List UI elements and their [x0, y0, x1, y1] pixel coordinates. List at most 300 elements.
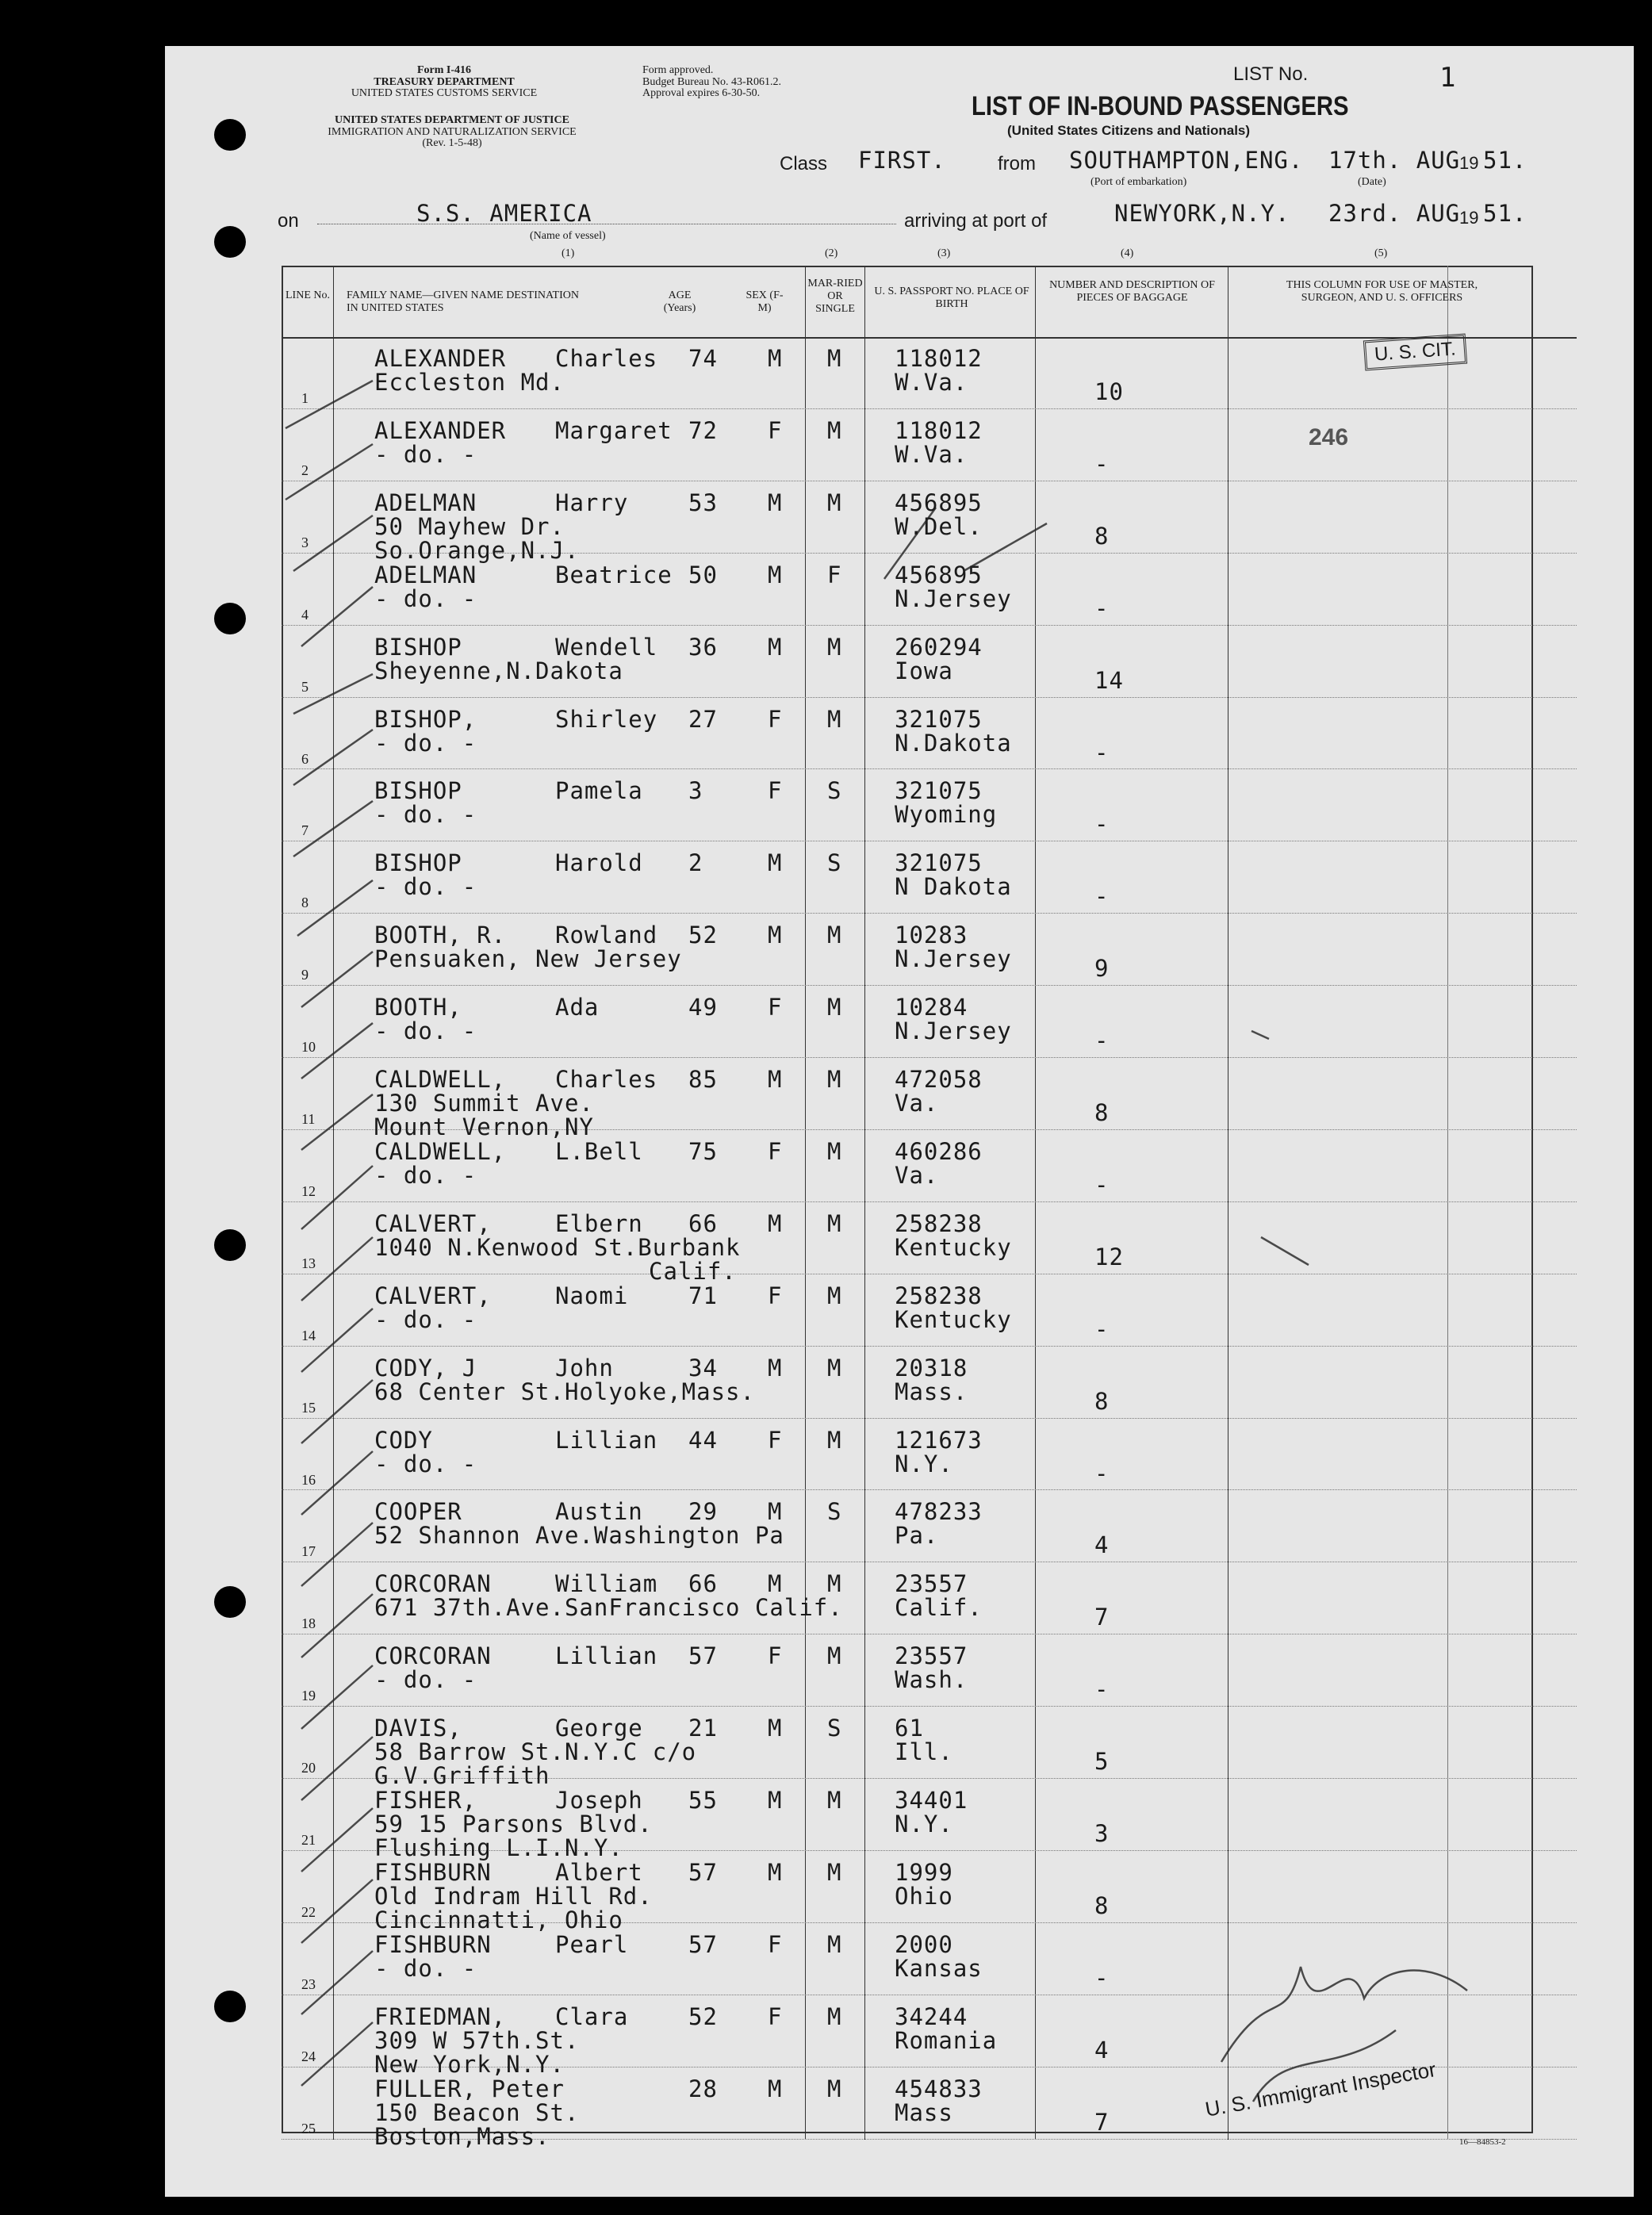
- given-name: Ada: [555, 994, 600, 1021]
- embark-year-prefix: 19: [1459, 153, 1479, 173]
- col-divider: [864, 266, 865, 2140]
- age: 3: [688, 777, 703, 805]
- destination: 50 Mayhew Dr.: [374, 512, 565, 540]
- place-of-birth: N Dakota: [895, 873, 1012, 901]
- form-revision: (Rev. 1-5-48): [422, 137, 482, 150]
- passport-number: 2000: [895, 1930, 953, 1958]
- marital-status: M: [827, 1354, 842, 1382]
- baggage-count: 4: [1094, 1531, 1110, 1559]
- destination: Cincinnatti, Ohio: [374, 1906, 623, 1933]
- baggage-count: 5: [1094, 1748, 1110, 1776]
- place-of-birth: Va.: [895, 1161, 939, 1189]
- baggage-count: -: [1094, 1315, 1110, 1343]
- given-name: Charles: [555, 345, 658, 372]
- place-of-birth: Kentucky: [895, 1233, 1012, 1261]
- baggage-count: 3: [1094, 1820, 1110, 1847]
- marital-status: M: [827, 922, 842, 949]
- family-name: ADELMAN: [374, 489, 477, 516]
- passport-number: 20318: [895, 1354, 968, 1382]
- given-name: Shirley: [555, 705, 658, 733]
- destination: 150 Beacon St.: [374, 2098, 580, 2126]
- col-header-married: MAR-RIED OR SINGLE: [807, 278, 863, 316]
- marital-status: S: [827, 1498, 842, 1526]
- age: 28: [688, 2075, 718, 2102]
- passport-number: 454833: [895, 2075, 983, 2102]
- form-agency-block: [341, 65, 547, 100]
- age: 53: [688, 489, 718, 516]
- baggage-count: 10: [1094, 378, 1124, 405]
- baggage-count: 4: [1094, 2036, 1110, 2064]
- marital-status: S: [827, 1715, 842, 1742]
- destination: - do. -: [374, 1666, 477, 1694]
- family-name: COOPER: [374, 1498, 462, 1526]
- sex: M: [768, 1498, 783, 1526]
- punch-hole: [214, 1229, 246, 1261]
- class-value: FIRST.: [858, 147, 946, 174]
- family-name: CALDWELL,: [374, 1137, 507, 1165]
- line-number: 13: [301, 1255, 316, 1271]
- destination: Boston,Mass.: [374, 2122, 550, 2150]
- given-name: Pearl: [555, 1930, 629, 1958]
- place-of-birth: Wyoming: [895, 801, 998, 829]
- given-name: Naomi: [555, 1282, 629, 1309]
- marital-status: M: [827, 2002, 842, 2030]
- family-name: FISHER,: [374, 1787, 477, 1814]
- passport-number: 478233: [895, 1498, 983, 1526]
- col-divider: [805, 266, 806, 2140]
- place-of-birth: N.Y.: [895, 1450, 953, 1477]
- arrival-year: 51.: [1483, 200, 1527, 227]
- line-number: 18: [301, 1615, 316, 1632]
- budget-bureau: Budget Bureau No. 43-R061.2.: [642, 75, 781, 88]
- place-of-birth: W.Va.: [895, 440, 968, 468]
- family-name: BISHOP: [374, 777, 462, 805]
- line-number: 25: [301, 2120, 316, 2136]
- marital-status: M: [827, 1066, 842, 1093]
- baggage-count: 8: [1094, 522, 1110, 550]
- row-divider: [282, 1489, 1577, 1490]
- punch-hole: [214, 603, 246, 634]
- passport-number: 258238: [895, 1209, 983, 1237]
- baggage-count: 8: [1094, 1099, 1110, 1126]
- sex: F: [768, 994, 783, 1021]
- line-number: 16: [301, 1471, 316, 1488]
- destination: - do. -: [374, 1305, 477, 1333]
- age: 57: [688, 1642, 718, 1670]
- age: 36: [688, 633, 718, 661]
- passport-number: 118012: [895, 345, 983, 372]
- sex: M: [768, 2075, 783, 2102]
- punch-hole: [214, 1991, 246, 2022]
- page-title: LIST OF IN-BOUND PASSENGERS: [972, 91, 1349, 121]
- row-divider: [282, 1057, 1577, 1058]
- family-name: FISHBURN: [374, 1858, 492, 1886]
- given-name: Elbern: [555, 1209, 643, 1237]
- destination: - do. -: [374, 440, 477, 468]
- destination: 52 Shannon Ave.Washington Pa: [374, 1522, 784, 1550]
- vessel-note: (Name of vessel): [530, 230, 606, 242]
- family-name: CODY: [374, 1426, 433, 1454]
- age: 74: [688, 345, 718, 372]
- destination: - do. -: [374, 729, 477, 757]
- passport-number: 10284: [895, 994, 968, 1021]
- header-rule: [282, 337, 1577, 339]
- marital-status: M: [827, 489, 842, 516]
- embark-date-note: (Date): [1358, 176, 1386, 188]
- destination: - do. -: [374, 1161, 477, 1189]
- family-name: BISHOP: [374, 849, 462, 877]
- passport-number: 118012: [895, 416, 983, 444]
- col-divider: [1447, 266, 1448, 2140]
- sex: M: [768, 345, 783, 372]
- sex: F: [768, 2002, 783, 2030]
- embark-year: 51.: [1483, 147, 1527, 174]
- sex: M: [768, 1787, 783, 1814]
- baggage-count: 9: [1094, 955, 1110, 983]
- family-name: DAVIS,: [374, 1715, 462, 1742]
- col-divider: [1035, 266, 1036, 2140]
- row-divider: [282, 1346, 1577, 1347]
- baggage-count: 7: [1094, 1604, 1110, 1631]
- place-of-birth: N.Dakota: [895, 729, 1012, 757]
- destination: So.Orange,N.J.: [374, 536, 580, 564]
- passport-number: 61: [895, 1715, 924, 1742]
- marital-status: M: [827, 345, 842, 372]
- line-number: 9: [301, 967, 309, 983]
- sex: M: [768, 1066, 783, 1093]
- row-divider: [282, 1706, 1577, 1707]
- age: 21: [688, 1715, 718, 1742]
- line-number: 4: [301, 606, 309, 623]
- punch-hole: [214, 119, 246, 151]
- destination: 59 15 Parsons Blvd.: [374, 1811, 653, 1838]
- age: 44: [688, 1426, 718, 1454]
- marital-status: M: [827, 2075, 842, 2102]
- place-of-birth: N.Jersey: [895, 945, 1012, 973]
- given-name: L.Bell: [555, 1137, 643, 1165]
- approval-expires: Approval expires 6-30-50.: [642, 87, 761, 100]
- passport-number: 34244: [895, 2002, 968, 2030]
- passport-number: 258238: [895, 1282, 983, 1309]
- sex: M: [768, 922, 783, 949]
- family-name: CORCORAN: [374, 1642, 492, 1670]
- given-name: Joseph: [555, 1787, 643, 1814]
- baggage-count: -: [1094, 1676, 1110, 1703]
- passport-number: 34401: [895, 1787, 968, 1814]
- line-number: 22: [301, 1903, 316, 1920]
- line-number: 10: [301, 1039, 316, 1056]
- age: 27: [688, 705, 718, 733]
- given-name: Clara: [555, 2002, 629, 2030]
- sex: F: [768, 1426, 783, 1454]
- marital-status: M: [827, 1787, 842, 1814]
- passport-number: 321075: [895, 849, 983, 877]
- destination: Pensuaken, New Jersey: [374, 945, 682, 973]
- col-header-name: FAMILY NAME—GIVEN NAME DESTINATION IN UNITED STATES: [347, 289, 579, 315]
- sex: M: [768, 1354, 783, 1382]
- line-number: 24: [301, 2048, 316, 2064]
- given-name: William: [555, 1570, 658, 1598]
- col-number-3: (3): [937, 247, 951, 259]
- sex: F: [768, 1137, 783, 1165]
- col-divider: [333, 266, 334, 2140]
- sex: F: [768, 1282, 783, 1309]
- list-number: 1: [1439, 62, 1457, 94]
- given-name: Harold: [555, 849, 643, 877]
- age: 72: [688, 416, 718, 444]
- passport-number: 260294: [895, 633, 983, 661]
- age: 52: [688, 2002, 718, 2030]
- sex: M: [768, 633, 783, 661]
- destination: New York,N.Y.: [374, 2050, 565, 2078]
- sex: M: [768, 489, 783, 516]
- family-name: CODY, J: [374, 1354, 477, 1382]
- justice-dept: UNITED STATES DEPARTMENT OF JUSTICE: [335, 114, 569, 126]
- row-divider: [282, 1201, 1577, 1202]
- sex: F: [768, 777, 783, 805]
- line-number: 1: [301, 390, 309, 406]
- place-of-birth: Ill.: [895, 1738, 953, 1766]
- marital-status: M: [827, 1930, 842, 1958]
- embark-port-note: (Port of embarkation): [1090, 176, 1187, 188]
- given-name: Lillian: [555, 1426, 658, 1454]
- place-of-birth: Iowa: [895, 657, 953, 684]
- row-divider: [282, 625, 1577, 626]
- place-of-birth: Mass: [895, 2098, 953, 2126]
- embark-date: 17th. AUG: [1328, 147, 1461, 174]
- sex: M: [768, 561, 783, 588]
- baggage-count: -: [1094, 883, 1110, 910]
- line-number: 3: [301, 534, 309, 550]
- sex: M: [768, 1570, 783, 1598]
- arrival-date: 23rd. AUG: [1328, 200, 1461, 227]
- destination: 58 Barrow St.N.Y.C c/o: [374, 1738, 697, 1766]
- col-number-2: (2): [825, 247, 838, 259]
- row-divider: [282, 768, 1577, 769]
- place-of-birth: N.Jersey: [895, 584, 1012, 612]
- marital-status: M: [827, 1209, 842, 1237]
- family-name: CALVERT,: [374, 1209, 492, 1237]
- passport-number: 460286: [895, 1137, 983, 1165]
- age: 34: [688, 1354, 718, 1382]
- place-of-birth: W.Del.: [895, 512, 983, 540]
- passport-number: 23557: [895, 1570, 968, 1598]
- row-divider: [282, 1418, 1577, 1419]
- arrival-port: NEWYORK,N.Y.: [1114, 200, 1290, 227]
- baggage-count: -: [1094, 594, 1110, 622]
- line-number: 11: [301, 1111, 316, 1127]
- vessel-name: S.S. AMERICA: [416, 200, 592, 227]
- baggage-count: -: [1094, 1459, 1110, 1487]
- given-name: Rowland: [555, 922, 658, 949]
- given-name: Wendell: [555, 633, 658, 661]
- destination: 1040 N.Kenwood St.Burbank: [374, 1233, 741, 1261]
- line-number: 5: [301, 678, 309, 695]
- sex: M: [768, 1209, 783, 1237]
- line-number: 17: [301, 1543, 316, 1560]
- sex: M: [768, 849, 783, 877]
- arrival-year-prefix: 19: [1459, 208, 1479, 228]
- sex: F: [768, 1642, 783, 1670]
- marital-status: M: [827, 705, 842, 733]
- family-name: FRIEDMAN,: [374, 2002, 507, 2030]
- family-name: BOOTH,: [374, 994, 462, 1021]
- baggage-count: -: [1094, 738, 1110, 766]
- row-divider: [282, 697, 1577, 698]
- destination: Flushing L.I.N.Y.: [374, 1834, 623, 1861]
- given-name: George: [555, 1715, 643, 1742]
- age: 2: [688, 849, 703, 877]
- family-name: FULLER, Peter: [374, 2075, 565, 2102]
- passport-number: 321075: [895, 705, 983, 733]
- destination: Mount Vernon,NY: [374, 1113, 594, 1140]
- print-code: 16—84853-2: [1459, 2137, 1506, 2147]
- baggage-count: 8: [1094, 1891, 1110, 1919]
- family-name: ADELMAN: [374, 561, 477, 588]
- baggage-count: -: [1094, 450, 1110, 477]
- arriving-label: arriving at port of: [904, 210, 1048, 232]
- family-name: ALEXANDER: [374, 416, 507, 444]
- destination: 130 Summit Ave.: [374, 1090, 594, 1117]
- marital-status: F: [827, 561, 842, 588]
- row-divider: [282, 913, 1577, 914]
- approval-block: [642, 65, 781, 100]
- baggage-count: 8: [1094, 1387, 1110, 1415]
- marital-status: M: [827, 994, 842, 1021]
- place-of-birth: N.Jersey: [895, 1017, 1012, 1045]
- passport-number: 23557: [895, 1642, 968, 1670]
- place-of-birth: N.Y.: [895, 1811, 953, 1838]
- treasury-dept: TREASURY DEPARTMENT: [374, 75, 515, 88]
- line-number: 6: [301, 750, 309, 767]
- age: 50: [688, 561, 718, 588]
- page-subtitle: (United States Citizens and Nationals): [1007, 123, 1251, 138]
- family-name: CALDWELL,: [374, 1066, 507, 1093]
- col-header-baggage: NUMBER AND DESCRIPTION OF PIECES OF BAGGAGE: [1049, 279, 1215, 305]
- baggage-count: 14: [1094, 666, 1124, 694]
- family-name: CORCORAN: [374, 1570, 492, 1598]
- col-header-age: AGE (Years): [663, 289, 696, 315]
- place-of-birth: Romania: [895, 2026, 998, 2054]
- destination: 309 W 57th.St.: [374, 2026, 580, 2054]
- family-name: BOOTH, R.: [374, 922, 507, 949]
- marital-status: M: [827, 633, 842, 661]
- line-number: 8: [301, 895, 309, 911]
- given-name: Austin: [555, 1498, 643, 1526]
- place-of-birth: Calif.: [895, 1594, 983, 1622]
- family-name: BISHOP: [374, 633, 462, 661]
- marital-status: M: [827, 1570, 842, 1598]
- list-number-label: LIST No.: [1233, 63, 1309, 85]
- destination: Calif.: [649, 1257, 737, 1285]
- line-number: 19: [301, 1688, 316, 1704]
- destination: - do. -: [374, 584, 477, 612]
- passport-number: 472058: [895, 1066, 983, 1093]
- row-divider: [282, 408, 1577, 409]
- destination: - do. -: [374, 1450, 477, 1477]
- sex: F: [768, 1930, 783, 1958]
- baggage-count: 7: [1094, 2108, 1110, 2136]
- col-header-sex: SEX (F-M): [746, 289, 784, 315]
- inspector-caption: U. S. Immigrant Inspector: [1203, 2057, 1438, 2121]
- line-number: 14: [301, 1327, 316, 1343]
- line-number: 15: [301, 1399, 316, 1416]
- family-name: CALVERT,: [374, 1282, 492, 1309]
- passport-number: 456895: [895, 561, 983, 588]
- passport-number: 121673: [895, 1426, 983, 1454]
- marital-status: M: [827, 1858, 842, 1886]
- age: 85: [688, 1066, 718, 1093]
- line-number: 20: [301, 1760, 316, 1776]
- stamp-number: 246: [1309, 424, 1349, 450]
- baggage-count: 12: [1094, 1243, 1124, 1270]
- marital-status: M: [827, 1137, 842, 1165]
- destination: - do. -: [374, 1954, 477, 1982]
- line-number: 2: [301, 462, 309, 478]
- marital-status: S: [827, 777, 842, 805]
- sex: F: [768, 705, 783, 733]
- passport-number: 1999: [895, 1858, 953, 1886]
- family-name: ALEXANDER: [374, 345, 507, 372]
- age: 66: [688, 1570, 718, 1598]
- destination: Eccleston Md.: [374, 369, 565, 396]
- age: 57: [688, 1930, 718, 1958]
- baggage-count: -: [1094, 1171, 1110, 1198]
- given-name: Beatrice: [555, 561, 673, 588]
- sex: F: [768, 416, 783, 444]
- on-label: on: [278, 210, 299, 232]
- col-header-passport: U. S. PASSPORT NO. PLACE OF BIRTH: [874, 285, 1029, 311]
- passport-number: 10283: [895, 922, 968, 949]
- place-of-birth: W.Va.: [895, 369, 968, 396]
- col-header-officers: THIS COLUMN FOR USE OF MASTER, SURGEON, AND U. S. OFFICERS: [1286, 279, 1478, 305]
- embark-port: SOUTHAMPTON,ENG.: [1069, 147, 1304, 174]
- place-of-birth: Ohio: [895, 1882, 953, 1910]
- destination: 671 37th.Ave.SanFrancisco Calif.: [374, 1594, 843, 1622]
- col-number-5: (5): [1374, 247, 1388, 259]
- marital-status: M: [827, 1642, 842, 1670]
- age: 57: [688, 1858, 718, 1886]
- destination: Sheyenne,N.Dakota: [374, 657, 623, 684]
- destination: - do. -: [374, 1017, 477, 1045]
- place-of-birth: Kentucky: [895, 1305, 1012, 1333]
- given-name: Margaret: [555, 416, 673, 444]
- col-header-line: LINE No.: [286, 289, 330, 301]
- age: 29: [688, 1498, 718, 1526]
- place-of-birth: Va.: [895, 1090, 939, 1117]
- given-name: Harry: [555, 489, 629, 516]
- given-name: Albert: [555, 1858, 643, 1886]
- age: 55: [688, 1787, 718, 1814]
- place-of-birth: Mass.: [895, 1378, 968, 1405]
- place-of-birth: Pa.: [895, 1522, 939, 1550]
- punch-hole: [214, 1586, 246, 1618]
- sex: M: [768, 1858, 783, 1886]
- age: 52: [688, 922, 718, 949]
- baggage-count: -: [1094, 1027, 1110, 1055]
- customs-service: UNITED STATES CUSTOMS SERVICE: [351, 87, 538, 100]
- age: 71: [688, 1282, 718, 1309]
- given-name: Lillian: [555, 1642, 658, 1670]
- ins-service: IMMIGRATION AND NATURALIZATION SERVICE: [328, 125, 577, 138]
- row-divider: [282, 985, 1577, 986]
- line-number: 7: [301, 822, 309, 839]
- destination: - do. -: [374, 801, 477, 829]
- destination: - do. -: [374, 873, 477, 901]
- justice-block: [274, 115, 631, 150]
- punch-hole: [214, 226, 246, 258]
- baggage-count: -: [1094, 811, 1110, 838]
